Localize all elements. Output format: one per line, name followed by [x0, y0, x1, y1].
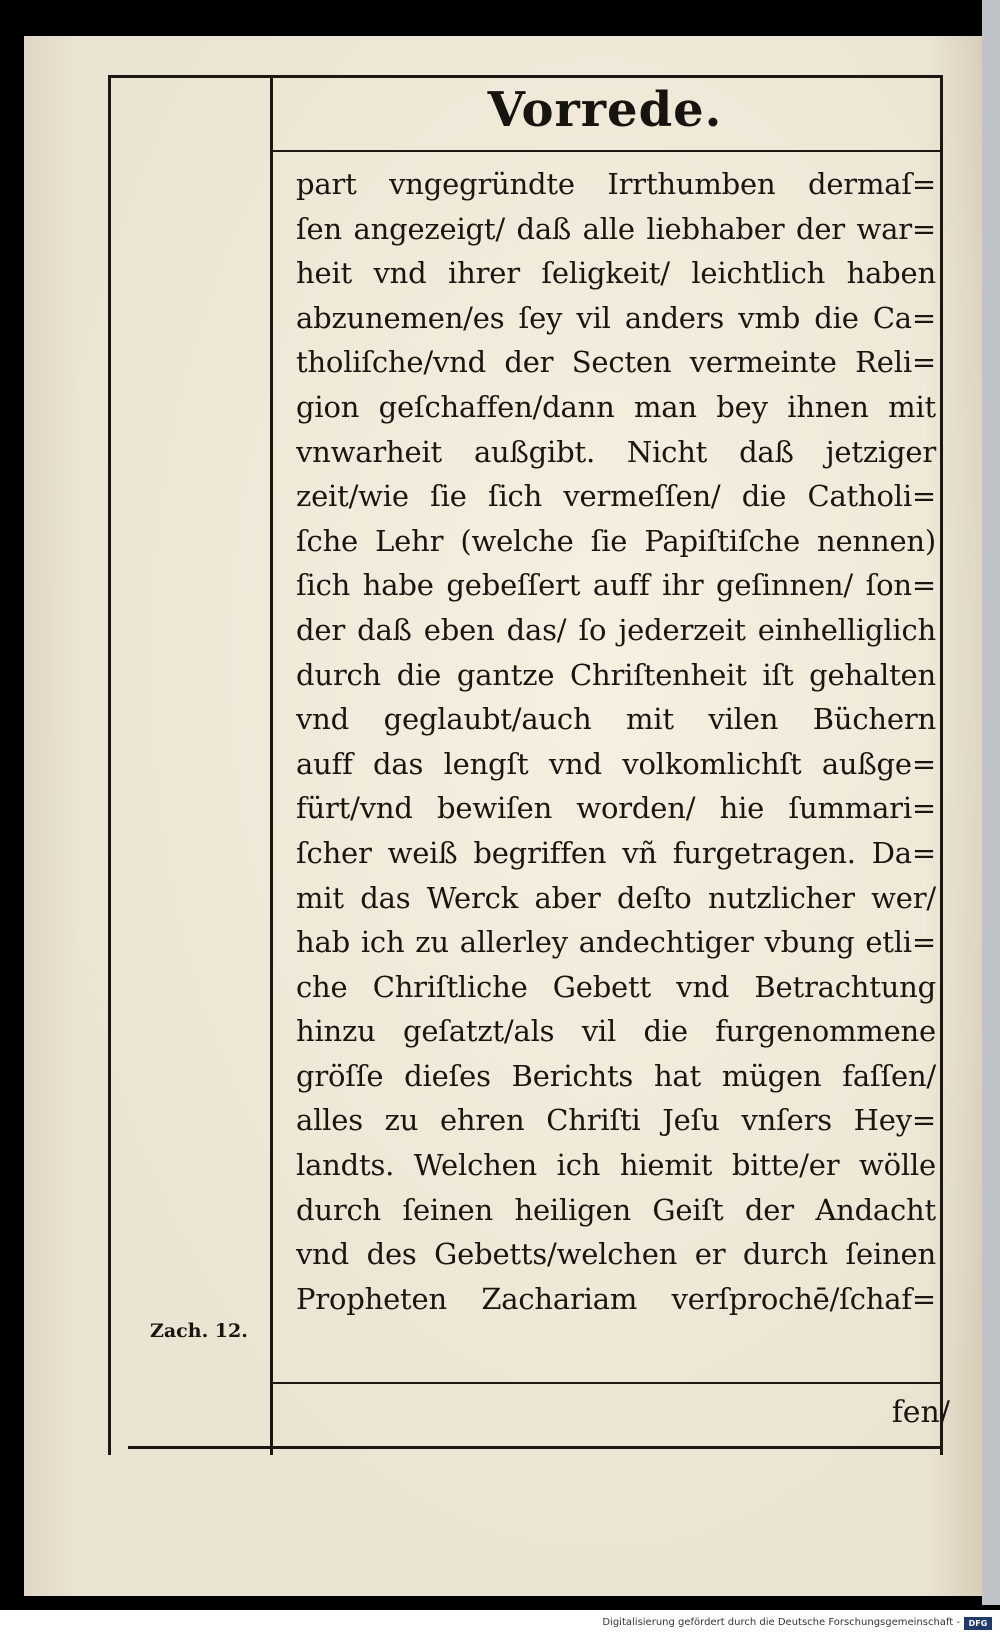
text-line-content: gion geſchaffen/dann man bey ihnen mit	[296, 389, 936, 424]
text-line	[296, 430, 946, 475]
body-text	[296, 162, 946, 1321]
text-line	[296, 1277, 946, 1322]
text-line	[296, 340, 946, 385]
text-line	[296, 786, 946, 831]
text-line	[296, 965, 946, 1010]
scanner-edge	[982, 0, 1000, 1605]
text-line	[296, 563, 946, 608]
text-line	[296, 296, 946, 341]
text-line	[296, 1143, 946, 1188]
frame-rule-left	[108, 75, 111, 1455]
text-line	[296, 920, 946, 965]
text-line-content: hinzu geſatzt/als vil die furgenommene	[296, 1014, 936, 1049]
text-line-content: vnd geglaubt/auch mit vilen Büchern	[296, 702, 936, 737]
text-line-content: part vngegründte Irrthumben dermaſ=	[296, 167, 936, 201]
frame-rule-bottom	[128, 1446, 943, 1449]
footer-bar	[0, 1610, 1000, 1637]
frame-rule-heading	[272, 150, 942, 152]
text-line	[296, 1098, 946, 1143]
frame-rule-column	[270, 75, 273, 1455]
text-line-content: vnd des Gebetts/welchen er durch ſeinen	[296, 1237, 936, 1272]
text-line	[296, 207, 946, 252]
text-line	[296, 876, 946, 921]
frame-rule-top	[108, 75, 943, 78]
text-line	[296, 831, 946, 876]
catchword: fen/	[891, 1395, 950, 1430]
dfg-logo: DFG	[964, 1617, 992, 1630]
text-line-content: durch ſeinen heiligen Geiſt der Andacht	[296, 1192, 936, 1227]
text-line	[296, 608, 946, 653]
text-line-content: Propheten Zachariam verſprochē/ſchaf=	[296, 1281, 936, 1316]
page-heading: Vorrede.	[487, 82, 723, 138]
text-line-content: heit vnd ihrer ſeligkeit/ leichtlich haben	[296, 256, 936, 291]
text-line-content: tholiſche/vnd der Secten vermeinte Reli=	[296, 345, 936, 380]
text-line-content: ſche Lehr (welche ſie Papiſtiſche nennen)	[296, 523, 936, 558]
text-line	[296, 1188, 946, 1233]
text-line-content: ſich habe gebeſſert auff ihr geſinnen/ ſon=	[296, 568, 936, 603]
text-line	[296, 474, 946, 519]
text-line-content: mit das Werck aber deſto nutzlicher wer/	[296, 880, 936, 915]
text-line-content: durch die gantze Chriſtenheit iſt gehalten	[296, 657, 936, 692]
text-line-content: alles zu ehren Chriſti Jeſu vnſers Hey=	[296, 1103, 936, 1138]
text-line-content: vnwarheit außgibt. Nicht daß jetziger	[296, 434, 936, 469]
text-line	[296, 1009, 946, 1054]
text-line	[296, 742, 946, 787]
text-line-content: landts. Welchen ich hiemit bitte/er wölle	[296, 1148, 936, 1183]
text-line	[296, 1232, 946, 1277]
text-line-content: auff das lengſt vnd volkomlichſt außge=	[296, 746, 936, 781]
text-line-content: ſen angezeigt/ daß alle liebhaber der war=	[296, 211, 936, 246]
text-line-content: hab ich zu allerley andechtiger vbung etli=	[296, 925, 936, 960]
text-line	[296, 519, 946, 564]
text-line	[296, 385, 946, 430]
footer-credit: Digitalisierung gefördert durch die Deutsche Forschungsgemeinschaft -	[602, 1617, 960, 1628]
text-line	[296, 697, 946, 742]
text-line-content: gröſſe dieſes Berichts hat mügen faſſen/	[296, 1058, 936, 1093]
text-line	[296, 653, 946, 698]
text-line-content: der daß eben das/ ſo jederzeit einhelliglich	[296, 612, 936, 647]
text-line-content: abzunemen/es ſey vil anders vmb die Ca=	[296, 300, 936, 335]
text-line	[296, 162, 946, 207]
text-line-content: zeit/wie ſie ſich vermeſſen/ die Catholi=	[296, 479, 936, 514]
frame-rule-catchword	[272, 1382, 942, 1384]
text-line-content: fürt/vnd bewiſen worden/ hie ſummari=	[296, 791, 936, 826]
margin-note: Zach. 12.	[150, 1320, 248, 1342]
text-line-content: ſcher weiß begriffen vñ furgetragen. Da=	[296, 835, 936, 870]
text-line	[296, 251, 946, 296]
text-line	[296, 1054, 946, 1099]
text-line-content: che Chriſtliche Gebett vnd Betrachtung	[296, 969, 936, 1004]
